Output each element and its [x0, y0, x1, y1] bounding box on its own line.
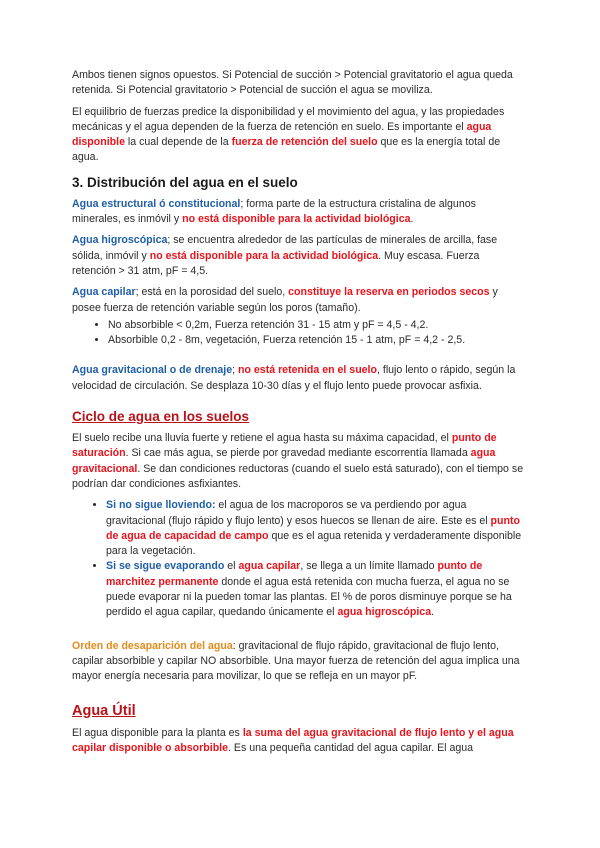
- paragraph-ciclo: [72, 431, 524, 492]
- highlight-suma-agua: la suma del agua gravitacional de flujo lento y el agua capilar disponible o absorbible: [72, 726, 514, 754]
- highlight-reserva: constituye la reserva en periodos secos: [288, 286, 490, 299]
- highlight-no-retenida: no está retenida en el suelo: [238, 364, 377, 377]
- term-no-sigue-lloviendo: Si no sigue lloviendo:: [106, 499, 216, 512]
- text: El equilibrio de fuerzas predice la disponibilidad y el movimiento del agua, y las propiedades mecánicas y el agua dependen de la fuerza de retención en suelo. Es importante el: [72, 105, 505, 133]
- text: . Es una pequeña cantidad del agua capilar. El agua: [228, 741, 474, 754]
- highlight-fuerza-retencion: fuerza de retención del suelo: [231, 136, 378, 149]
- paragraph-agua-util: [72, 726, 524, 757]
- text: , se llega a un límite llamado: [300, 560, 438, 573]
- term-sigue-evaporando: Si se sigue evaporando: [106, 560, 225, 573]
- text: donde el agua está retenida con mucha fuerza, el agua no se puede evaporar ni la pueden tomar las plantas. El % de poros disminuye porque se ha perdido el agua capilar, quedando únicamente el: [106, 575, 512, 619]
- highlight-agua-gravitacional: agua gravitacional: [72, 447, 496, 475]
- paragraph-orden: [72, 639, 524, 685]
- highlight-saturacion: punto de saturación: [72, 432, 497, 460]
- text: .: [431, 606, 435, 619]
- list-item: • Absorbible 0,2 - 8m, vegetación, Fuerza retención 15 - 1 atm, pF = 4,2 - 2,5.: [108, 333, 524, 348]
- text: que es la energía total de agua.: [72, 136, 501, 164]
- highlight-agua-higroscopica: agua higroscópica: [337, 606, 432, 619]
- text: el agua de los macroporos se va perdiendo por agua gravitacional (flujo rápido y flujo lento) y esos huecos se llenan de aire. Este es el: [106, 499, 491, 527]
- text: el: [224, 560, 239, 573]
- list-capilar: [72, 318, 524, 349]
- paragraph-potentials: Ambos tienen signos opuestos. Si Potencial de succión > Potencial gravitatorio el agua queda retenida. Si Potencial gravitatorio > Potencial de succión el agua se moviliza.: [72, 69, 513, 97]
- list-item: [106, 559, 524, 620]
- text: ; está en la porosidad del suelo,: [135, 286, 289, 299]
- text: .: [410, 213, 414, 226]
- term-agua-estructural: Agua estructural ó constitucional: [72, 197, 241, 210]
- paragraph-agua-estructural: [72, 197, 524, 228]
- highlight-no-disponible: no está disponible para la actividad biológica: [149, 249, 379, 262]
- text: . Muy escasa. Fuerza retención > 31 atm, pF = 4,5.: [72, 249, 480, 277]
- term-orden-desaparicion: Orden de desaparición del agua: [72, 639, 233, 652]
- term-agua-capilar: Agua capilar: [72, 286, 136, 299]
- text: . Si cae más agua, se pierde por gravedad mediante escorrentía llamada: [125, 447, 471, 460]
- text: ;: [232, 364, 239, 377]
- section-heading-agua-util: Agua Útil: [72, 702, 136, 719]
- paragraph-agua-higroscopica: [72, 233, 524, 279]
- highlight-capacidad-campo: punto de agua de capacidad de campo: [106, 514, 520, 542]
- list-ciclo: [72, 498, 524, 620]
- list-item: • No absorbible < 0,2m, Fuerza retención 31 - 15 atm y pF = 4,5 - 4,2.: [108, 318, 524, 333]
- paragraph-equilibrium: [72, 105, 524, 166]
- paragraph-agua-capilar: [72, 285, 524, 316]
- text: la cual depende de la: [124, 136, 232, 149]
- text: . Se dan condiciones reductoras (cuando el suelo está saturado), con el tiempo se podrían dar condiciones asfixiantes.: [72, 462, 524, 490]
- highlight-no-disponible: no está disponible para la actividad biológica: [182, 213, 411, 226]
- list-item: [106, 498, 524, 559]
- highlight-agua-capilar: agua capilar: [238, 560, 301, 573]
- text: que es el agua retenida y verdaderamente disponible para la vegetación.: [106, 529, 522, 558]
- highlight-agua-disponible: agua disponible: [72, 120, 492, 149]
- section-heading-distribucion: 3. Distribución del agua en el suelo: [72, 174, 298, 190]
- text: ; se encuentra alrededor de las partículas de minerales de arcilla, fase sólida, inmóvil y: [72, 234, 498, 262]
- document-page: [72, 68, 524, 762]
- text: y posee fuerza de retención variable según los poros (tamaño).: [72, 286, 498, 314]
- paragraph-agua-gravitacional: [72, 363, 524, 394]
- text: , flujo lento o rápido, según la velocidad de circulación. Se desplaza 10-30 días y el flujo lento puede provocar asfixia.: [72, 364, 516, 392]
- text: : gravitacional de flujo rápido, gravitacional de flujo lento, capilar absorbible y capilar NO absorbible. Una mayor fuerza de retención del agua implica una mayor energía necesaria para movilizar, lo que se refleja en un mayor pF.: [72, 639, 520, 683]
- term-agua-higroscopica: Agua higroscópica: [72, 234, 168, 247]
- text: El suelo recibe una lluvia fuerte y retiene el agua hasta su máxima capacidad, el: [72, 432, 452, 445]
- highlight-marchitez: punto de marchitez permanente: [106, 560, 483, 588]
- section-heading-ciclo: Ciclo de agua en los suelos: [72, 409, 250, 425]
- text: ; forma parte de la estructura cristalina de algunos minerales, es inmóvil y: [72, 197, 476, 226]
- term-agua-gravitacional: Agua gravitacional o de drenaje: [72, 364, 233, 377]
- text: El agua disponible para la planta es: [72, 726, 243, 739]
